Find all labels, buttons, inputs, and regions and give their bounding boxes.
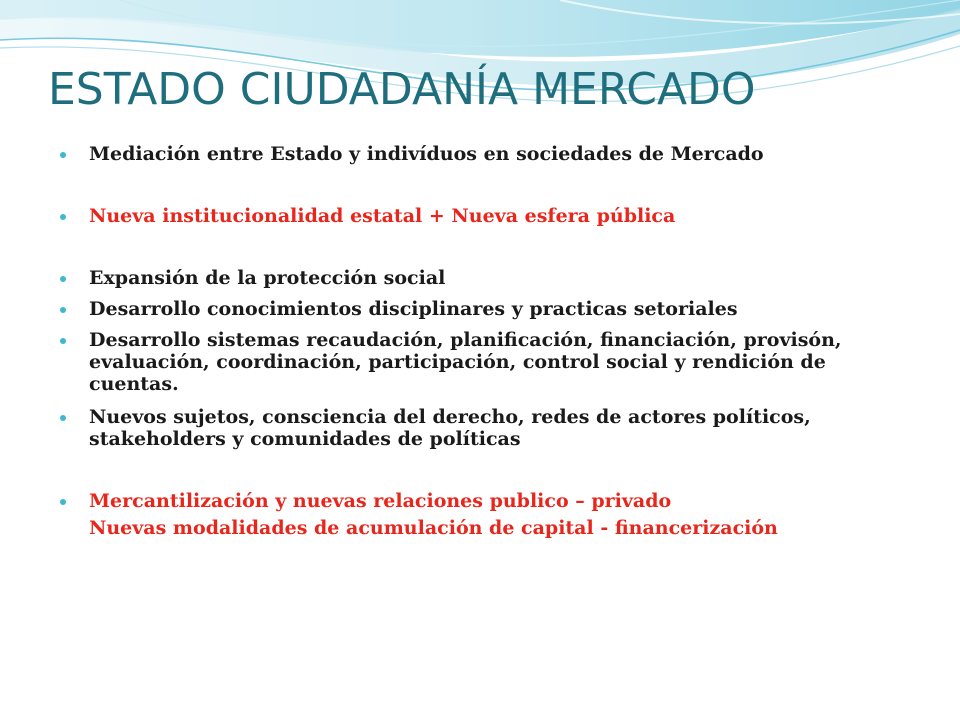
bullet-item (60, 267, 920, 289)
bullet-dot-icon (60, 276, 66, 282)
bullet-dot-icon (60, 307, 66, 313)
bullet-item (60, 143, 920, 165)
bullet-text: Mediación entre Estado y indivíduos en sociedades de Mercado (89, 143, 764, 165)
bullet-dot-icon (60, 499, 66, 505)
bullet-dot-icon (60, 152, 66, 158)
bullet-list (60, 143, 920, 539)
bullet-item (60, 205, 920, 227)
slide-title: ESTADO CIUDADANÍA MERCADO (48, 64, 756, 115)
bullet-text: Desarrollo sistemas recaudación, planificación, financiación, provisón, evaluación, coordinación, participación, control social y rendición de cuentas. (89, 329, 842, 395)
bullet-text: Desarrollo conocimientos disciplinares y practicas setoriales (89, 298, 738, 320)
bullet-text: Nuevos sujetos, consciencia del derecho, redes de actores políticos, stakeholders y comunidades de políticas (89, 406, 811, 450)
bullet-continuation (60, 517, 920, 539)
bullet-dot-icon (60, 214, 66, 220)
bullet-text: Nueva institucionalidad estatal + Nueva esfera pública (89, 205, 676, 227)
bullet-item (60, 298, 920, 320)
bullet-text: Mercantilización y nuevas relaciones publico – privado (89, 490, 672, 512)
bullet-text: Expansión de la protección social (89, 267, 446, 289)
bullet-dot-icon (60, 415, 66, 421)
bullet-item (60, 329, 920, 395)
bullet-item (60, 490, 920, 512)
bullet-dot-icon (60, 338, 66, 344)
bullet-item (60, 406, 920, 450)
continuation-text: Nuevas modalidades de acumulación de capital - financerización (89, 517, 778, 539)
